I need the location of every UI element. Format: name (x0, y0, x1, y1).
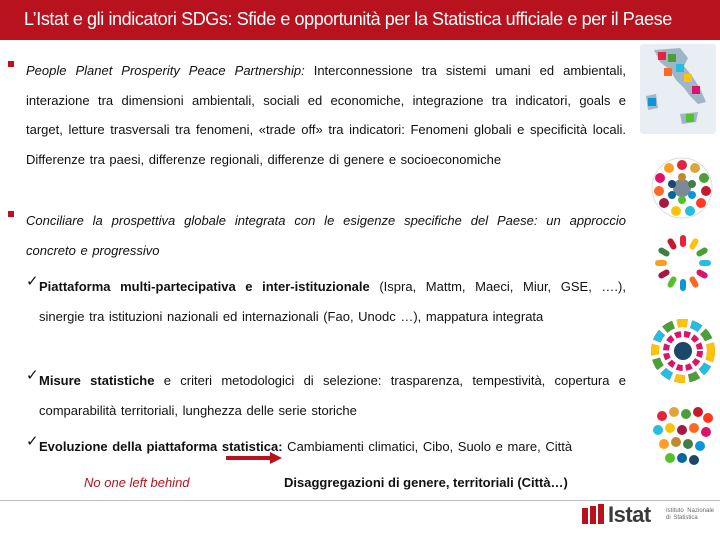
istat-logo-mark-icon (582, 504, 604, 526)
checkmark-icon: ✓ (26, 433, 39, 450)
bullet-1 (8, 56, 626, 174)
check-item-2-bold: Misure statistiche (39, 373, 155, 388)
bullet-square-icon (8, 61, 14, 67)
check-item-1-body: (Ispra, Mattm, Maeci, Miur, GSE, ….), sinergie tra istituzioni nazionali ed internazionali (Fao, Unodc …), mappatura integrata (39, 279, 626, 324)
check-item-2-body: e criteri metodologici di selezione: trasparenza, tempestività, copertura e comparabilità territoriali, lunghezza delle serie storiche (39, 373, 626, 418)
hands-circle-image (652, 232, 714, 294)
istat-logo-word: Istat (608, 502, 651, 527)
footer-right-note: Disaggregazioni di genere, territoriali (Città…) (284, 475, 568, 490)
footer-left-note: No one left behind (84, 475, 190, 490)
check-item-3-bold: Evoluzione della piattaforma statistica: (39, 439, 283, 454)
checkmark-icon: ✓ (26, 273, 39, 290)
check-item-1-text (39, 272, 626, 331)
sdg-icons-cluster-image (650, 402, 716, 474)
check-item-1-bold: Piattaforma multi-partecipativa e inter-istituzionale (39, 279, 370, 294)
title-bar (0, 0, 720, 40)
italy-sdg-map-image (640, 44, 716, 134)
check-item-3 (8, 432, 626, 462)
check-item-3-text (39, 432, 626, 462)
check-item-2-text (39, 366, 626, 425)
istat-logo-subtitle: Istituto Nazionale di Statistica (666, 508, 714, 521)
check-item-1 (8, 272, 626, 331)
bullet-2 (8, 206, 626, 265)
check-item-2 (8, 366, 626, 425)
footer-divider (0, 500, 720, 501)
bullet-2-lead: Conciliare la prospettiva globale integrata con le esigenze specifiche del Paese: un approccio concreto e progressivo (26, 213, 626, 258)
istat-logo (582, 502, 714, 530)
slide-title: L’Istat e gli indicatori SDGs: Sfide e opportunità per la Statistica ufficiale e per il Paese (24, 9, 672, 29)
bullet-1-text (26, 56, 626, 174)
checkmark-icon: ✓ (26, 367, 39, 384)
bullet-1-lead: People Planet Prosperity Peace Partnership: (26, 63, 305, 78)
sdg-wheel-image (650, 318, 716, 384)
check-item-3-body: Cambiamenti climatici, Cibo, Suolo e mare, Città (282, 439, 573, 454)
bullet-1-body: Interconnessione tra sistemi umani ed ambientali, interazione tra dimensioni ambientali, sociali ed economiche, integrazione tra indicatori, goals e target, letture trasversali tra fenomeni, «trade off» tra indicatori: Fenomeni globali e specificità locali. Differenze tra paesi, differenze regionali, differenze di genere e socioeconomiche (26, 63, 626, 167)
arrow-right-icon (226, 452, 282, 464)
bullet-square-icon (8, 211, 14, 217)
sdg-circle-icons-image (650, 156, 714, 220)
